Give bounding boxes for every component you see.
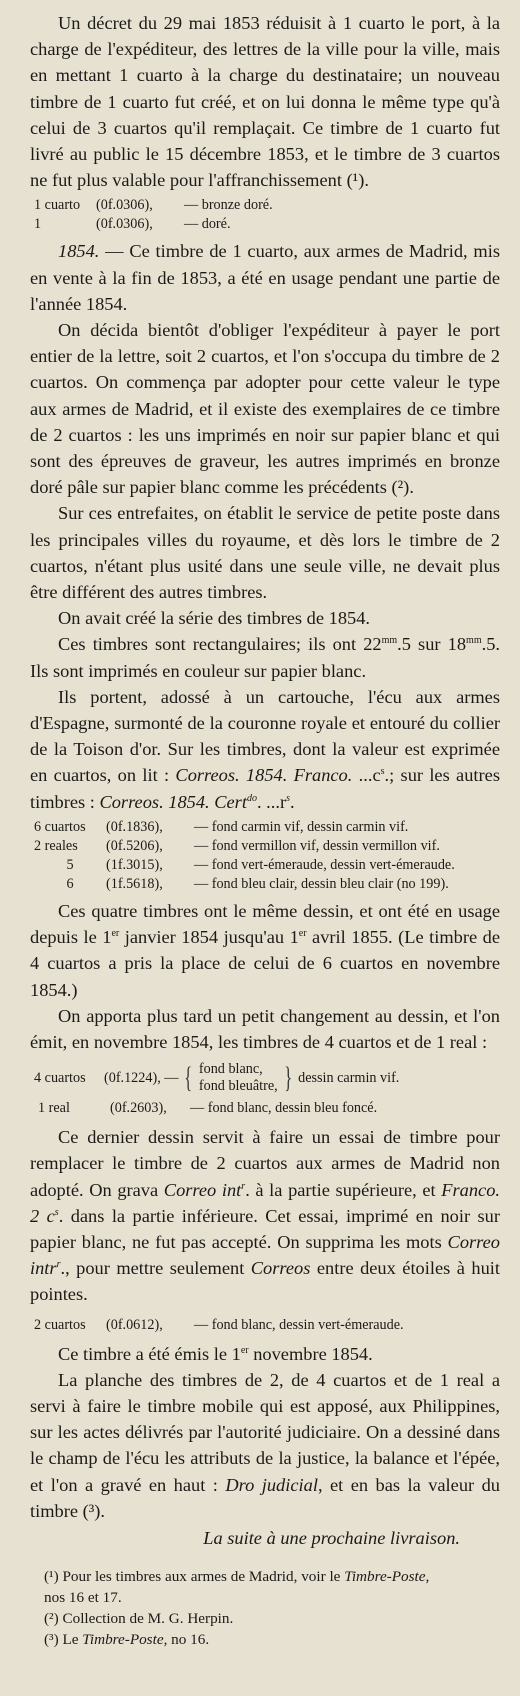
fond-variants: fond blanc, fond bleuâtre,	[198, 1061, 278, 1095]
footnote-1: (¹) Pour les timbres aux armes de Madrid, voir le Timbre-Poste,	[44, 1567, 430, 1585]
left-brace: {	[184, 1061, 193, 1095]
paragraph-1854: 1854. — Ce timbre de 1 cuarto, aux armes de Madrid, mis en vente à la fin de 1853, a été en usage pendant une partie de l'année 1854.	[30, 241, 500, 314]
stamp-list-1853	[30, 196, 500, 234]
paragraph-rectangulaires: Ces timbres sont rectangulaires; ils ont $22^{mm}.5$ sur $18^{mm}.5$. Ils sont imprimés en couleur sur papier blanc.	[30, 634, 500, 681]
paragraph-port: On décida bientôt d'obliger l'expéditeur à payer le port entier de la lettre, soit 2 cuartos, et l'on s'occupa du timbre de 2 cuartos. On commença par adopter pour cette valeur le type aux armes de Madrid, et il existe des exemplaires de ce timbre de 2 cuartos : les uns imprimés en noir sur papier blanc et qui sont des épreuves de graveur, les autres imprimés en bronze doré pâle sur papier blanc comme les précédents (²).	[30, 320, 500, 498]
paragraph-portent: Ils portent, adossé à un cartouche, l'écu aux armes d'Espagne, surmonté de la couronne royale et entouré du collier de la Toison d'or. Sur les timbres, dont la valeur est exprimée en cuartos, on lit : Correos. 1854. Franco. $...c^s$.; sur les autres timbres : Correos. 1854. Cert$^{do}$. $...r^s$.	[30, 686, 500, 812]
stamp-row: 2 cuartos (0f.0612), — fond blanc, dessin vert-émeraude.	[34, 1316, 404, 1333]
paragraph-dernier-dessin: Ce dernier dessin servit à faire un essai de timbre pour remplacer le timbre de 2 cuartos aux armes de Madrid non adopté. On grava Correo int$^r$. à la partie supérieure, et Franco. 2 $c^s$. dans la partie inférieure. Cet essai, imprimé en noir sur papier blanc, ne fut pas accepté. On supprima les mots Correo intr$^r$., pour mettre seulement Correos entre deux étoiles à huit pointes.	[30, 1127, 500, 1305]
paragraph-apporta: On apporta plus tard un petit changement au dessin, et l'on émit, en novembre 1854, les timbres de 4 cuartos et de 1 real :	[30, 1005, 500, 1052]
paragraph-petite-poste: Sur ces entrefaites, on établit le service de petite poste dans les principales villes du royaume, et dès lors le timbre de 2 cuartos, n'étant plus usité dans une seule ville, ne devait plus être différent des autres timbres.	[30, 503, 500, 603]
footnotes	[30, 1566, 500, 1650]
footnote-3: (³) Le Timbre-Poste, no 16.	[44, 1630, 210, 1648]
paragraph-planche: La planche des timbres de 2, de 4 cuartos et de 1 real a servi à faire le timbre mobile qui est apposé, aux Philippines, sur les actes délivrés par l'autorité judiciaire. On a dessiné dans le champ de l'écu les attributs de la justice, la balance et l'épée, et l'on a gravé en haut : Dro judicial, et en bas la valeur du timbre (³).	[30, 1369, 500, 1521]
stamp-list-2-cuartos	[30, 1316, 500, 1335]
paragraph-emis: Ce timbre a été émis le 1er novembre 1854.	[58, 1343, 373, 1364]
stamp-row: 1 cuarto (0f.0306), — bronze doré.	[34, 197, 273, 214]
stamp-row: 1 (0f.0306), — doré.	[34, 216, 231, 233]
footnote-2: (²) Collection de M. G. Herpin.	[44, 1609, 234, 1627]
stamp-row: 6 (1f.5618), — fond bleu clair, dessin bleu clair (no 199).	[66, 875, 449, 892]
suite-note: La suite à une prochaine livraison.	[203, 1527, 460, 1548]
paragraph-serie: On avait créé la série des timbres de 1854.	[58, 608, 371, 629]
stamp-list-1854	[30, 818, 500, 894]
paragraph-quatre-timbres: Ces quatre timbres ont le même dessin, et ont été en usage depuis le 1er janvier 1854 jusqu'au 1er avril 1855. (Le timbre de 4 cuartos a pris la place de celui de 6 cuartos en novembre 1854.)	[30, 900, 500, 1000]
paragraph-decret: Un décret du 29 mai 1853 réduisit à 1 cuarto le port, à la charge de l'expéditeur, des lettres de la ville pour la ville, mais en mettant 1 cuarto à la charge du destinataire; un nouveau timbre de 1 cuarto fut créé, et on lui donna le même type qu'à celui de 3 cuartos qu'il remplaçait. Ce timbre de 1 cuarto fut livré au public le 15 décembre 1853, et le timbre de 3 cuartos ne fut plus valable pour l'affranchissement (¹).	[30, 13, 500, 191]
right-brace: }	[283, 1061, 292, 1095]
stamp-row-1-real: 1 real (0f.2603), — fond blanc, dessin bleu foncé.	[38, 1100, 378, 1117]
stamp-row-4-cuartos: 4 cuartos (0f.1224), — { fond blanc, fond bleuâtre, } dessin carmin vif.	[34, 1061, 400, 1095]
stamp-row: 5 (1f.3015), — fond vert-émeraude, dessin vert-émeraude.	[66, 856, 455, 873]
footnote-1-cont: nos 16 et 17.	[44, 1588, 122, 1606]
stamp-row: 6 cuartos (0f.1836), — fond carmin vif, dessin carmin vif.	[34, 818, 409, 835]
stamp-row: 2 reales (0f.5206), — fond vermillon vif, dessin vermillon vif.	[34, 837, 440, 854]
